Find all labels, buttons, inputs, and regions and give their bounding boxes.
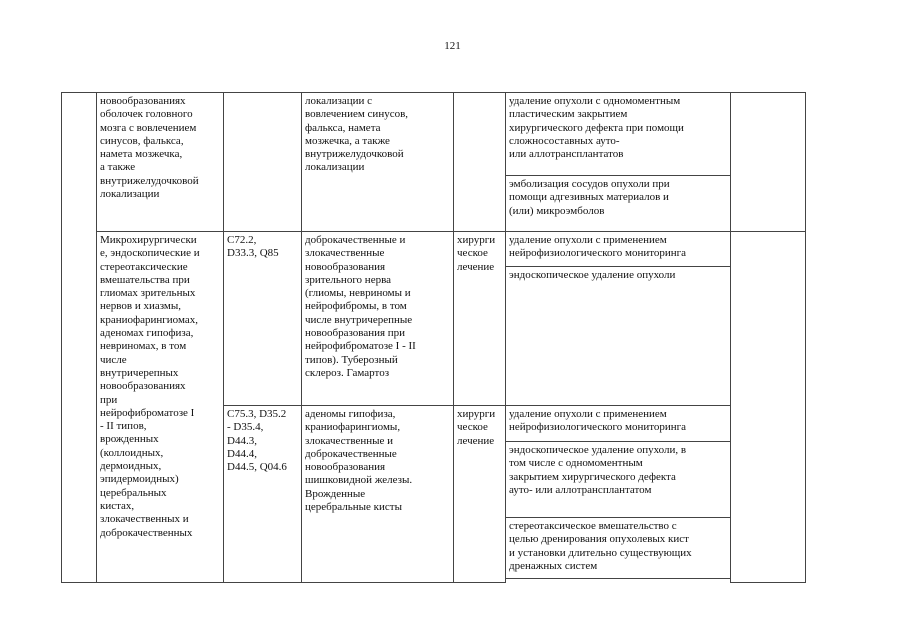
continuation-row-1 [62, 93, 806, 176]
continuation-extra-cell [731, 93, 806, 232]
continuation-model-cell: локализации с вовлечением синусов, фалькса, намета мозжечка, а также внутрижелудочковой локализации [302, 93, 454, 232]
page-number: 121 [444, 40, 461, 52]
group-2-method-cell: стереотаксическое вмешательство с целью дренирования опухолевых кист и установки длительно существующих дренажных систем [506, 518, 731, 579]
group-2-treatment-cell: хирурги ческое лечение [454, 406, 506, 583]
group-1-treatment-cell: хирурги ческое лечение [454, 232, 506, 406]
treatment-table [61, 92, 806, 583]
continuation-codes-cell [224, 93, 302, 232]
continuation-treatment-cell [454, 93, 506, 232]
group-1-codes-cell: C72.2, D33.3, Q85 [224, 232, 302, 406]
continuation-name-cell: новообразованиях оболочек головного мозга с вовлечением синусов, фалькса, намета мозжечка, а также внутрижелудочковой локализации [97, 93, 224, 232]
main-name-cell: Микрохирургически е, эндоскопические и стереотаксические вмешательства при глиомах зрительных нервов и хиазмы, краниофарингиомах, аденомах гипофиза, невриномах, в том числе внутричерепных новообразованиях при нейрофиброматозе I - II типов, врожденных (коллоидных, дермоидных, эпидермоидных) церебральных кистах, злокачественных и доброкачественных [97, 232, 224, 583]
continuation-method-cell: удаление опухоли с одномоментным пластическим закрытием хирургического дефекта при помощи сложносоставных ауто- или аллотрансплантатов [506, 93, 731, 176]
continuation-method-cell: эмболизация сосудов опухоли при помощи адгезивных материалов и (или) микроэмболов [506, 176, 731, 232]
group-2-model-cell: аденомы гипофиза, краниофарингиомы, злокачественные и доброкачественные новообразования шишковидной железы. Врожденные церебральные кисты [302, 406, 454, 583]
group-1-model-cell: доброкачественные и злокачественные новообразования зрительного нерва (глиомы, невриномы и нейрофибромы, в том числе внутричерепные новообразования при нейрофиброматозе I - II типов). Туберозный склероз. Гамартоз [302, 232, 454, 406]
group-1-method-filler [506, 302, 731, 406]
group-1-row-1 [62, 232, 806, 267]
group-2-codes-cell: C75.3, D35.2 - D35.4, D44.3, D44.4, D44.5, Q04.6 [224, 406, 302, 583]
group-1-method-cell: эндоскопическое удаление опухоли [506, 267, 731, 302]
index-cell [62, 93, 97, 583]
group-2-method-cell: эндоскопическое удаление опухоли, в том числе с одномоментным закрытием хирургического дефекта ауто- или аллотрансплантатом [506, 442, 731, 518]
group-1-method-cell: удаление опухоли с применением нейрофизиологического мониторинга [506, 232, 731, 267]
group-2-method-cell: удаление опухоли с применением нейрофизиологического мониторинга [506, 406, 731, 442]
main-extra-cell [731, 232, 806, 583]
